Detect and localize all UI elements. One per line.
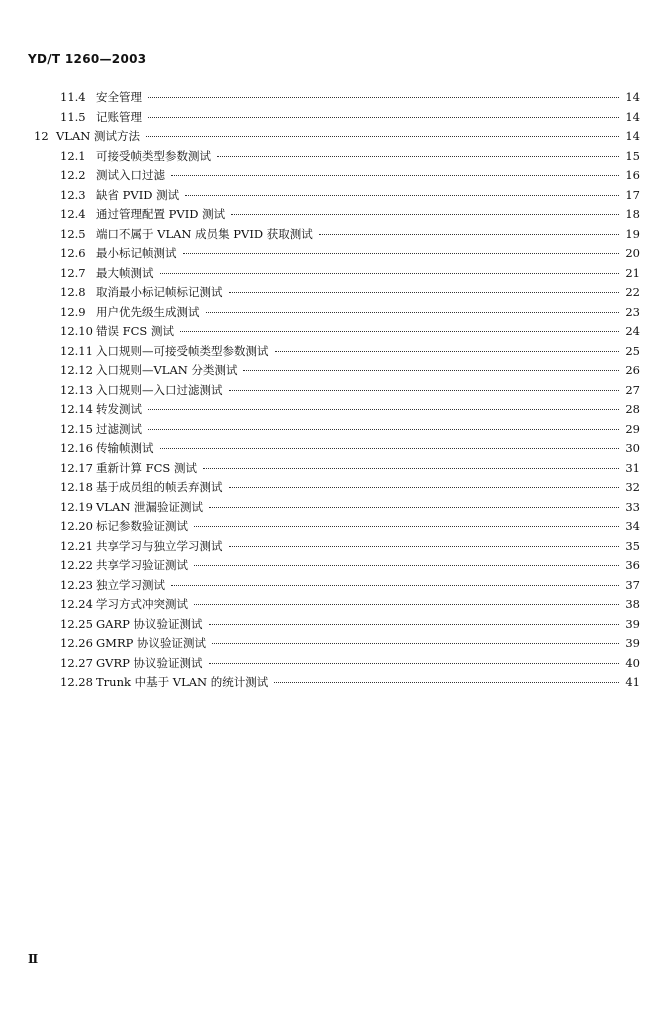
toc-entry[interactable] xyxy=(28,595,640,615)
toc-dot-leader xyxy=(148,428,619,430)
toc-section-number: 11.4 xyxy=(60,90,86,104)
toc-entry[interactable] xyxy=(28,634,640,654)
toc-section-title: 共享学习与独立学习测试 xyxy=(96,538,223,553)
toc-section-number: 12.27 xyxy=(60,655,93,670)
toc-entry[interactable] xyxy=(28,303,640,323)
toc-entry[interactable] xyxy=(28,342,640,362)
toc-section-title: 可接受帧类型参数测试 xyxy=(96,148,211,163)
toc-section-number: 12.5 xyxy=(60,226,86,241)
toc-section-title: 缺省 PVID 测试 xyxy=(96,187,180,202)
toc-entry[interactable] xyxy=(28,205,640,225)
toc-section-title: 通过管理配置 PVID 测试 xyxy=(96,207,226,221)
toc-page-number: 29 xyxy=(625,421,640,436)
toc-dot-leader xyxy=(209,623,620,625)
toc-dot-leader xyxy=(229,545,620,547)
toc-dot-leader xyxy=(274,681,619,683)
toc-dot-leader xyxy=(171,584,619,586)
toc-dot-leader xyxy=(148,96,619,98)
toc-dot-leader xyxy=(148,408,619,410)
toc-entry[interactable] xyxy=(28,517,640,537)
toc-entry[interactable] xyxy=(28,420,640,440)
toc-page-number: 30 xyxy=(625,441,640,455)
toc-entry[interactable] xyxy=(28,673,640,693)
toc-page-number: 40 xyxy=(625,655,640,670)
toc-dot-leader xyxy=(183,252,620,254)
toc-section-number: 12.6 xyxy=(60,246,86,260)
toc-page-number: 32 xyxy=(625,480,640,494)
toc-dot-leader xyxy=(203,467,619,469)
toc-section-title: 最小标记帧测试 xyxy=(96,246,177,260)
toc-entry[interactable] xyxy=(28,127,640,147)
toc-entry[interactable] xyxy=(28,186,640,206)
toc-page-number: 33 xyxy=(625,499,640,514)
toc-section-number: 12.15 xyxy=(60,421,93,436)
page-number-footer: Ⅱ xyxy=(28,952,39,966)
toc-section-number: 12.14 xyxy=(60,402,93,416)
toc-entry[interactable] xyxy=(28,615,640,635)
toc-section-title: 入口规则—VLAN 分类测试 xyxy=(96,363,238,377)
toc-section-title: GMRP 协议验证测试 xyxy=(96,636,207,650)
toc-page-number: 38 xyxy=(625,597,640,611)
toc-page-number: 39 xyxy=(625,636,640,650)
toc-section-title: GVRP 协议验证测试 xyxy=(96,655,203,670)
toc-section-number: 12.4 xyxy=(60,207,86,221)
toc-section-number: 12.11 xyxy=(60,343,93,358)
toc-entry[interactable] xyxy=(28,322,640,342)
toc-dot-leader xyxy=(146,135,619,137)
toc-dot-leader xyxy=(217,155,619,157)
toc-dot-leader xyxy=(229,486,620,488)
toc-page-number: 34 xyxy=(625,519,640,533)
toc-section-number: 12.8 xyxy=(60,285,86,299)
toc-section-number: 12.21 xyxy=(60,538,93,553)
toc-section-number: 12.10 xyxy=(60,324,93,338)
table-of-contents xyxy=(28,88,640,693)
toc-section-title: GARP 协议验证测试 xyxy=(96,616,203,631)
toc-entry[interactable] xyxy=(28,459,640,479)
toc-section-title: 用户优先级生成测试 xyxy=(96,304,200,319)
toc-section-title: 取消最小标记帧标记测试 xyxy=(96,285,223,299)
toc-page-number: 28 xyxy=(625,402,640,416)
toc-page-number: 27 xyxy=(625,382,640,397)
toc-section-number: 12 xyxy=(34,129,49,143)
toc-entry[interactable] xyxy=(28,537,640,557)
toc-page-number: 35 xyxy=(625,538,640,553)
toc-section-title: 重新计算 FCS 测试 xyxy=(96,460,197,475)
toc-section-title: 标记参数验证测试 xyxy=(96,519,188,533)
toc-dot-leader xyxy=(212,642,619,644)
toc-dot-leader xyxy=(185,194,619,196)
toc-section-number: 12.3 xyxy=(60,187,86,202)
toc-section-number: 12.23 xyxy=(60,577,93,592)
toc-dot-leader xyxy=(231,213,619,215)
toc-dot-leader xyxy=(160,272,620,274)
toc-entry[interactable] xyxy=(28,88,640,108)
toc-entry[interactable] xyxy=(28,654,640,674)
toc-section-number: 12.1 xyxy=(60,148,86,163)
toc-entry[interactable] xyxy=(28,264,640,284)
toc-entry[interactable] xyxy=(28,166,640,186)
toc-section-title: 入口规则—可接受帧类型参数测试 xyxy=(96,343,269,358)
toc-section-title: VLAN 测试方法 xyxy=(56,129,140,143)
toc-section-number: 12.28 xyxy=(60,675,93,689)
toc-section-number: 12.17 xyxy=(60,460,93,475)
toc-section-number: 12.24 xyxy=(60,597,93,611)
toc-page-number: 17 xyxy=(625,187,640,202)
toc-page-number: 18 xyxy=(625,207,640,221)
toc-page-number: 39 xyxy=(625,616,640,631)
toc-entry[interactable] xyxy=(28,361,640,381)
toc-dot-leader xyxy=(229,389,620,391)
toc-section-number: 12.2 xyxy=(60,168,86,182)
toc-page-number: 16 xyxy=(625,168,640,182)
toc-dot-leader xyxy=(209,506,619,508)
toc-section-number: 12.12 xyxy=(60,363,93,377)
toc-dot-leader xyxy=(319,233,620,235)
toc-section-number: 12.7 xyxy=(60,265,86,280)
toc-page-number: 31 xyxy=(625,460,640,475)
toc-section-title: 转发测试 xyxy=(96,402,142,416)
toc-entry[interactable] xyxy=(28,283,640,303)
toc-section-title: 学习方式冲突测试 xyxy=(96,597,188,611)
toc-section-number: 11.5 xyxy=(60,109,86,124)
toc-section-title: 测试入口过滤 xyxy=(96,168,165,182)
toc-entry[interactable] xyxy=(28,498,640,518)
toc-page-number: 36 xyxy=(625,558,640,572)
toc-page-number: 19 xyxy=(625,226,640,241)
toc-dot-leader xyxy=(229,291,620,293)
toc-page-number: 23 xyxy=(625,304,640,319)
toc-page-number: 26 xyxy=(625,363,640,377)
toc-page-number: 37 xyxy=(625,577,640,592)
toc-section-number: 12.20 xyxy=(60,519,93,533)
toc-section-title: 记账管理 xyxy=(96,109,142,124)
toc-entry[interactable] xyxy=(28,381,640,401)
toc-section-number: 12.9 xyxy=(60,304,86,319)
toc-entry[interactable] xyxy=(28,439,640,459)
toc-section-number: 12.13 xyxy=(60,382,93,397)
toc-dot-leader xyxy=(148,116,619,118)
toc-section-title: 传输帧测试 xyxy=(96,441,154,455)
toc-dot-leader xyxy=(275,350,620,352)
toc-section-title: 过滤测试 xyxy=(96,421,142,436)
toc-page-number: 25 xyxy=(625,343,640,358)
toc-page-number: 14 xyxy=(625,90,640,104)
toc-section-title: 入口规则—入口过滤测试 xyxy=(96,382,223,397)
toc-section-title: 端口不属于 VLAN 成员集 PVID 获取测试 xyxy=(96,226,313,241)
toc-section-title: VLAN 泄漏验证测试 xyxy=(96,499,203,514)
toc-section-number: 12.22 xyxy=(60,558,93,572)
toc-entry[interactable] xyxy=(28,244,640,264)
toc-page-number: 20 xyxy=(625,246,640,260)
toc-section-title: 错误 FCS 测试 xyxy=(96,324,174,338)
toc-section-title: 共享学习验证测试 xyxy=(96,558,188,572)
toc-page-number: 14 xyxy=(625,129,640,143)
toc-entry[interactable] xyxy=(28,478,640,498)
toc-entry[interactable] xyxy=(28,400,640,420)
toc-dot-leader xyxy=(160,447,620,449)
document-id-header: YD/T 1260—2003 xyxy=(28,52,147,66)
toc-page-number: 15 xyxy=(625,148,640,163)
toc-entry[interactable] xyxy=(28,108,640,128)
toc-entry[interactable] xyxy=(28,556,640,576)
toc-page-number: 24 xyxy=(625,324,640,338)
toc-dot-leader xyxy=(171,174,619,176)
toc-section-title: Trunk 中基于 VLAN 的统计测试 xyxy=(96,675,269,689)
toc-page-number: 41 xyxy=(625,675,640,689)
toc-entry[interactable] xyxy=(28,576,640,596)
toc-entry[interactable] xyxy=(28,147,640,167)
toc-section-number: 12.19 xyxy=(60,499,93,514)
toc-dot-leader xyxy=(194,525,619,527)
toc-dot-leader xyxy=(206,311,620,313)
toc-section-number: 12.18 xyxy=(60,480,93,494)
toc-dot-leader xyxy=(243,369,619,371)
toc-dot-leader xyxy=(209,662,620,664)
toc-dot-leader xyxy=(180,330,619,332)
toc-entry[interactable] xyxy=(28,225,640,245)
toc-section-title: 最大帧测试 xyxy=(96,265,154,280)
toc-section-title: 独立学习测试 xyxy=(96,577,165,592)
toc-dot-leader xyxy=(194,603,619,605)
toc-section-number: 12.26 xyxy=(60,636,93,650)
toc-section-title: 基于成员组的帧丢弃测试 xyxy=(96,480,223,494)
toc-dot-leader xyxy=(194,564,619,566)
toc-section-number: 12.16 xyxy=(60,441,93,455)
toc-section-number: 12.25 xyxy=(60,616,93,631)
toc-page-number: 22 xyxy=(625,285,640,299)
toc-page-number: 21 xyxy=(625,265,640,280)
toc-page-number: 14 xyxy=(625,109,640,124)
toc-section-title: 安全管理 xyxy=(96,90,142,104)
